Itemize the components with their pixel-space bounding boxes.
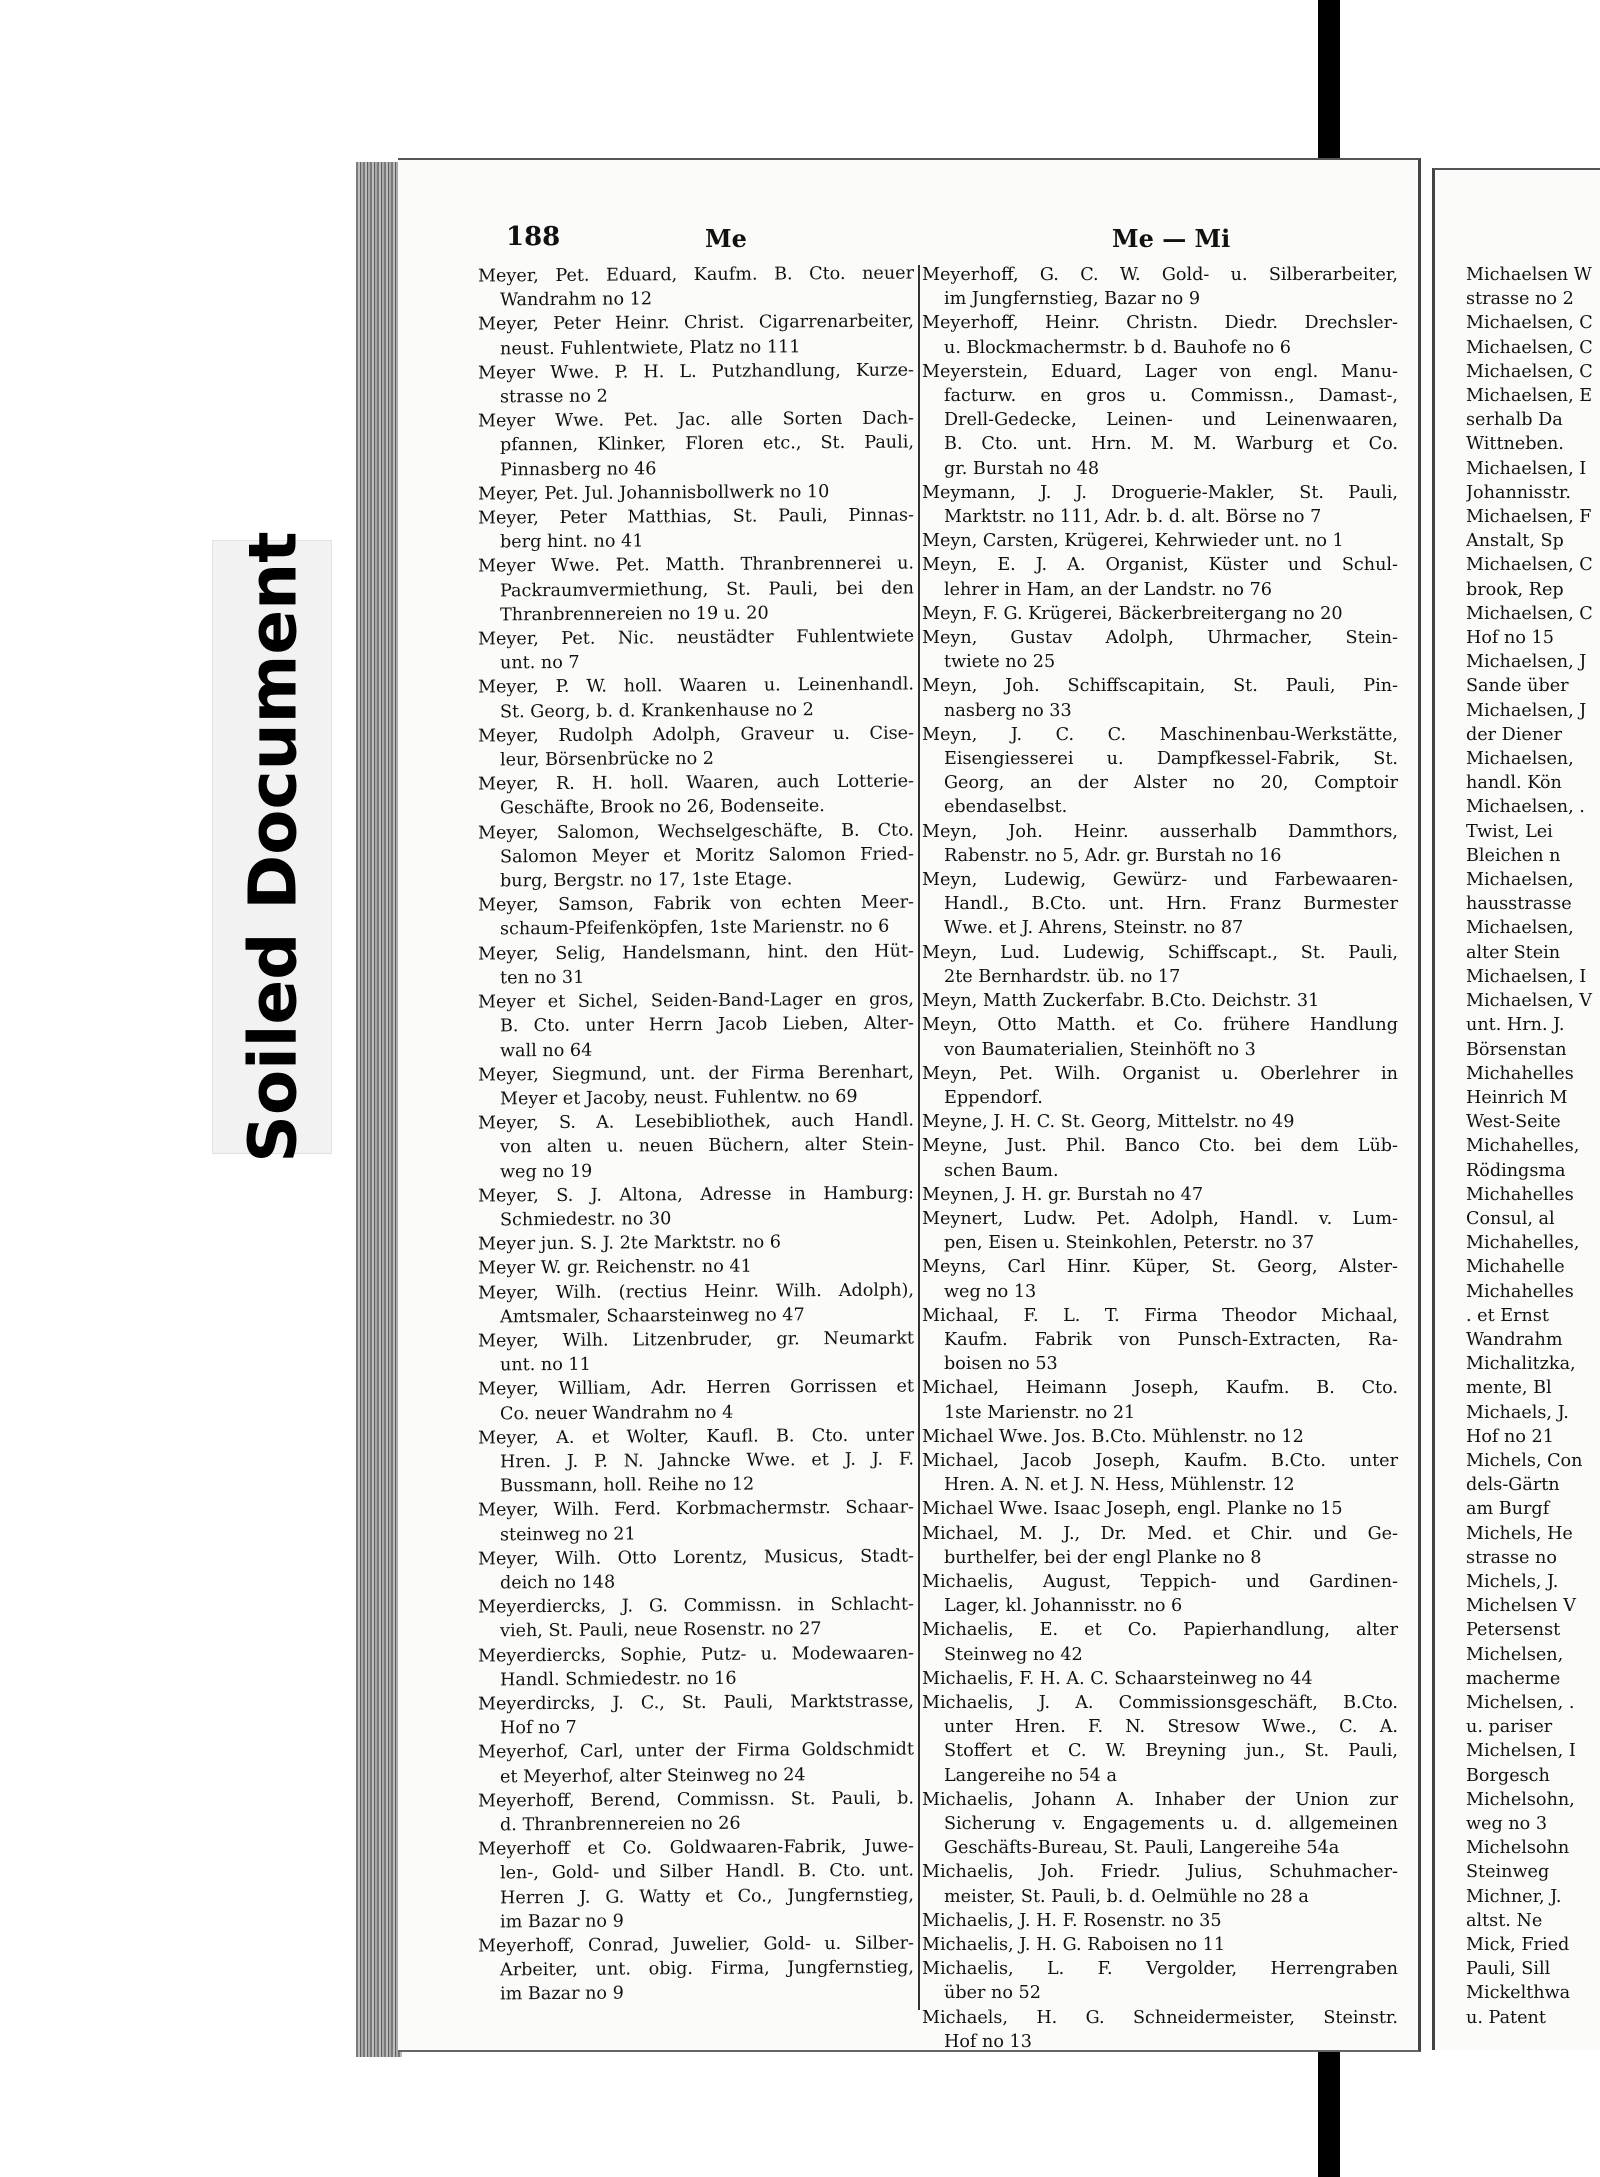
directory-entry-continuation: B. Cto. unt. Hrn. M. M. Warburg et Co.: [944, 434, 1398, 455]
directory-entry-line: Meyn, F. G. Krügerei, Bäckerbreitergang no 20: [922, 603, 1343, 624]
neighbor-entry-line: Michahelles: [1466, 1281, 1574, 1302]
directory-entry-continuation: 2te Bernhardstr. üb. no 17: [944, 966, 1181, 987]
directory-entry-line: Meyer, R. H. holl. Waaren, auch Lotterie-: [478, 771, 914, 795]
directory-entry-continuation: Wandrahm no 12: [500, 289, 653, 311]
neighbor-entry-line: hausstrasse: [1466, 894, 1572, 915]
directory-entry-continuation: Co. neuer Wandrahm no 4: [500, 1402, 734, 1424]
neighbor-entry-line: Michahelles: [1466, 1184, 1574, 1205]
neighbor-entry-line: Michelsohn,: [1466, 1789, 1575, 1810]
directory-entry-line: Michaelis, J. A. Commissionsgeschäft, B.Cto.: [922, 1692, 1398, 1713]
neighbor-entry-line: Rödingsma: [1466, 1160, 1566, 1181]
book-page-edges: [356, 162, 402, 2057]
directory-entry-continuation: steinweg no 21: [500, 1523, 636, 1545]
directory-entry-line: Meymann, J. J. Droguerie-Makler, St. Pauli,: [922, 482, 1398, 503]
directory-entry-line: Michaelis, J. H. G. Raboisen no 11: [922, 1935, 1226, 1956]
directory-entry-continuation: wall no 64: [500, 1040, 593, 1061]
directory-entry-continuation: deich no 148: [500, 1572, 616, 1594]
directory-entry-line: Meyer Wwe. P. H. L. Putzhandlung, Kurze-: [478, 360, 914, 384]
neighbor-entry-line: Michner, J.: [1466, 1886, 1562, 1907]
neighbor-entry-line: Michaelsen, V: [1466, 991, 1593, 1012]
directory-entry-continuation: boisen no 53: [944, 1354, 1058, 1375]
neighbor-entry-line: Michaelsen, I: [1466, 458, 1587, 479]
directory-entry-line: Meyerhof, Carl, unter der Firma Goldschmidt: [478, 1739, 914, 1763]
directory-entry-continuation: Hren. A. N. et J. N. Hess, Mühlenstr. 12: [944, 1475, 1295, 1496]
neighbor-entry-line: Michaelsen, J: [1466, 652, 1587, 673]
directory-entry-continuation: et Meyerhof, alter Steinweg no 24: [500, 1764, 806, 1787]
neighbor-entry-line: u. Patent: [1466, 2007, 1546, 2028]
neighbor-entry-line: Sande über: [1466, 676, 1569, 697]
neighbor-entry-line: Twist, Lei: [1466, 821, 1553, 842]
directory-entry-continuation: Schmiedestr. no 30: [500, 1209, 672, 1231]
directory-entry-line: Michael, M. J., Dr. Med. et Chir. und Ge-: [922, 1523, 1398, 1544]
neighbor-entry-line: Mickelthwa: [1466, 1983, 1571, 2004]
directory-entry-line: Meyer, S. A. Lesebibliothek, auch Handl.: [478, 1110, 914, 1134]
directory-entry-line: Michaal, F. L. T. Firma Theodor Michaal,: [922, 1305, 1398, 1326]
neighbor-entry-line: weg no 3: [1466, 1814, 1548, 1834]
directory-entry-line: Meyne, J. H. C. St. Georg, Mittelstr. no 49: [922, 1112, 1295, 1133]
directory-entry-line: Michael, Heimann Joseph, Kaufm. B. Cto.: [922, 1378, 1398, 1399]
neighbor-entry-line: Börsenstan: [1466, 1039, 1567, 1060]
neighbor-entry-line: Michaelsen, .: [1466, 797, 1585, 818]
neighbor-entry-line: Michaelsen, C: [1466, 555, 1593, 576]
directory-entry-continuation: burg, Bergstr. no 17, 1ste Etage.: [500, 869, 793, 892]
directory-entry-continuation: neust. Fuhlentwiete, Platz no 111: [500, 336, 801, 359]
directory-entry-line: Meyns, Carl Hinr. Küper, St. Georg, Alster-: [922, 1257, 1398, 1278]
directory-entry-continuation: burthelfer, bei der engl Planke no 8: [944, 1547, 1262, 1568]
directory-entry-continuation: Herren J. G. Watty et Co., Jungfernstieg,: [500, 1885, 914, 1908]
directory-entry-continuation: Geschäfts-Bureau, St. Pauli, Langereihe 54a: [944, 1838, 1340, 1859]
directory-entry-line: Meyer, Wilh. Otto Lorentz, Musicus, Stadt-: [478, 1546, 914, 1570]
directory-entry-continuation: Langereihe no 54 a: [944, 1765, 1117, 1786]
neighbor-entry-line: Hof no 21: [1466, 1426, 1554, 1447]
directory-entry-continuation: Sicherung v. Engagements u. d. allgemeinen: [944, 1814, 1398, 1834]
directory-entry-line: Michaels, H. G. Schneidermeister, Steinstr.: [922, 2007, 1398, 2028]
directory-entry-continuation: schaum-Pfeifenköpfen, 1ste Marienstr. no 6: [500, 917, 890, 940]
directory-entry-line: Meyer W. gr. Reichenstr. no 41: [478, 1256, 752, 1279]
directory-entry-line: Meyerhoff, Heinr. Christn. Diedr. Drechsler-: [922, 313, 1398, 334]
directory-entry-line: Meyer, Wilh. Ferd. Korbmachermstr. Schaar-: [478, 1497, 914, 1521]
directory-entry-continuation: schen Baum.: [944, 1160, 1059, 1181]
directory-entry-line: Meyer, William, Adr. Herren Gorrissen et: [478, 1376, 914, 1400]
neighbor-entry-line: Pauli, Sill: [1466, 1959, 1551, 1980]
directory-entry-continuation: Marktstr. no 111, Adr. b. d. alt. Börse no 7: [944, 507, 1322, 528]
directory-entry-line: Michaelis, August, Teppich- und Gardinen-: [922, 1571, 1398, 1592]
directory-entry-line: Meyn, Otto Matth. et Co. frühere Handlung: [922, 1015, 1398, 1036]
neighbor-entry-line: Michelsen, I: [1466, 1741, 1576, 1762]
directory-entry-continuation: Handl. Schmiedestr. no 16: [500, 1668, 737, 1691]
neighbor-entry-line: Michaelsen, E: [1466, 386, 1593, 407]
neighbor-entry-line: am Burgf: [1466, 1499, 1550, 1520]
directory-entry-continuation: Packraumvermiethung, St. Pauli, bei den: [500, 578, 914, 602]
neighbor-entry-line: Michaelsen, C: [1466, 337, 1593, 358]
directory-entry-continuation: vieh, St. Pauli, neue Rosenstr. no 27: [500, 1619, 822, 1642]
directory-entry-continuation: Eisengiesserei u. Dampfkessel-Fabrik, St.: [944, 749, 1398, 770]
soiled-document-label: [212, 531, 332, 1163]
column-divider: [918, 265, 920, 2010]
directory-entry-line: Meyer, Peter Matthias, St. Pauli, Pinnas-: [478, 505, 914, 529]
directory-entry-continuation: pfannen, Klinker, Floren etc., St. Pauli,: [500, 432, 914, 456]
directory-entry-continuation: d. Thranbrennereien no 26: [500, 1813, 741, 1836]
directory-entry-line: Michaelis, L. F. Vergolder, Herrengraben: [922, 1959, 1398, 1980]
directory-entry-line: Meynen, J. H. gr. Burstah no 47: [922, 1184, 1204, 1205]
left-entry-column: [478, 261, 914, 2007]
directory-entry-continuation: twiete no 25: [944, 652, 1056, 673]
neighbor-entry-line: Michelsen, .: [1466, 1692, 1575, 1713]
neighbor-entry-line: dels-Gärtn: [1466, 1475, 1560, 1496]
neighbor-entry-line: . et Ernst: [1466, 1305, 1549, 1326]
directory-entry-continuation: Hof no 7: [500, 1718, 577, 1739]
directory-entry-line: Michaelis, J. H. F. Rosenstr. no 35: [922, 1910, 1222, 1931]
directory-entry-line: Meyer, Wilh. (rectius Heinr. Wilh. Adolph),: [478, 1280, 914, 1304]
directory-entry-continuation: von Baumaterialien, Steinhöft no 3: [944, 1039, 1256, 1060]
directory-entry-continuation: 1ste Marienstr. no 21: [944, 1402, 1136, 1423]
neighbor-entry-line: Michaelsen, J: [1466, 700, 1587, 721]
directory-entry-line: Michaelis, F. H. A. C. Schaarsteinweg no 44: [922, 1668, 1313, 1689]
directory-entry-continuation: berg hint. no 41: [500, 531, 644, 553]
directory-entry-continuation: weg no 19: [500, 1161, 593, 1182]
neighbor-entry-line: Michaels, J.: [1466, 1402, 1569, 1423]
directory-entry-line: Meyer Wwe. Pet. Matth. Thranbrennerei u.: [478, 553, 914, 577]
directory-entry-line: Meyer, Siegmund, unt. der Firma Berenhart,: [478, 1062, 914, 1086]
directory-entry-continuation: Pinnasberg no 46: [500, 458, 657, 480]
neighbor-entry-line: Michaelsen,: [1466, 749, 1574, 770]
directory-entry-line: Meyn, Pet. Wilh. Organist u. Oberlehrer in: [922, 1063, 1398, 1084]
directory-entry-continuation: facturw. en gros u. Commissn., Damast-,: [944, 386, 1398, 407]
directory-entry-continuation: im Jungfernstieg, Bazar no 9: [944, 289, 1201, 310]
neighbor-entry-line: serhalb Da: [1466, 410, 1563, 431]
directory-entry-line: Meyer, Wilh. Litzenbruder, gr. Neumarkt: [478, 1328, 914, 1352]
neighbor-entry-line: Borgesch: [1466, 1765, 1550, 1786]
directory-entry-line: Meyn, Gustav Adolph, Uhrmacher, Stein-: [922, 628, 1398, 649]
right-entry-column: [922, 263, 1398, 2054]
directory-entry-line: Meyer Wwe. Pet. Jac. alle Sorten Dach-: [478, 408, 914, 432]
directory-entry-line: Meyn, Joh. Heinr. ausserhalb Dammthors,: [922, 821, 1398, 842]
neighbor-entry-line: Michahelles,: [1466, 1136, 1580, 1157]
neighbor-entry-line: Consul, al: [1466, 1208, 1555, 1229]
directory-entry-line: Meyer, Pet. Nic. neustädter Fuhlentwiete: [478, 626, 914, 650]
directory-entry-continuation: gr. Burstah no 48: [944, 458, 1100, 479]
directory-entry-continuation: Salomon Meyer et Moritz Salomon Fried-: [500, 844, 914, 868]
directory-entry-continuation: Drell-Gedecke, Leinen- und Leinenwaaren,: [944, 410, 1398, 431]
directory-entry-continuation: Hof no 13: [944, 2031, 1032, 2052]
directory-entry-line: Meyer, P. W. holl. Waaren u. Leinenhandl.: [478, 674, 914, 698]
directory-entry-continuation: Rabenstr. no 5, Adr. gr. Burstah no 16: [944, 845, 1282, 866]
directory-entry-line: Meyn, Ludewig, Gewürz- und Farbewaaren-: [922, 870, 1398, 891]
directory-entry-line: Meyer, Pet. Jul. Johannisbollwerk no 10: [478, 481, 830, 505]
directory-entry-continuation: Thranbrennereien no 19 u. 20: [500, 603, 769, 626]
directory-entry-continuation: Eppendorf.: [944, 1087, 1043, 1108]
directory-entry-line: Meyer, Peter Heinr. Christ. Cigarrenarbeiter,: [478, 311, 914, 335]
neighbor-entry-line: Wandrahm: [1466, 1329, 1563, 1350]
neighbor-entry-line: Steinweg: [1466, 1862, 1550, 1883]
directory-entry-continuation: von alten u. neuen Büchern, alter Stein-: [500, 1134, 914, 1158]
directory-entry-line: Meyer, S. J. Altona, Adresse in Hamburg:: [478, 1183, 914, 1207]
directory-entry-line: Meyn, Joh. Schiffscapitain, St. Pauli, Pin-: [922, 676, 1398, 697]
directory-entry-line: Michael, Jacob Joseph, Kaufm. B.Cto. unter: [922, 1450, 1398, 1471]
directory-entry-line: Meyer, Salomon, Wechselgeschäfte, B. Cto.: [478, 820, 914, 844]
neighbor-entry-line: Hof no 15: [1466, 628, 1554, 649]
neighbor-entry-line: Michels, He: [1466, 1523, 1573, 1544]
neighbor-entry-line: Michalitzka,: [1466, 1354, 1576, 1375]
neighbor-entry-line: Michaelsen, F: [1466, 507, 1592, 528]
directory-entry-continuation: unter Hren. F. N. Stresow Wwe., C. A.: [944, 1717, 1398, 1738]
neighbor-entry-line: Petersenst: [1466, 1620, 1561, 1641]
directory-entry-continuation: Stoffert et C. W. Breyning jun., St. Pauli,: [944, 1741, 1398, 1762]
neighbor-entry-line: Michels, J.: [1466, 1571, 1559, 1592]
neighbor-entry-line: macherme: [1466, 1668, 1561, 1689]
directory-entry-continuation: pen, Eisen u. Steinkohlen, Peterstr. no 37: [944, 1233, 1315, 1254]
directory-entry-continuation: u. Blockmachermstr. b d. Bauhofe no 6: [944, 337, 1292, 358]
directory-entry-continuation: ten no 31: [500, 967, 585, 989]
directory-entry-continuation: Kaufm. Fabrik von Punsch-Extracten, Ra-: [944, 1329, 1398, 1350]
neighbor-entry-line: Johannisstr.: [1466, 482, 1571, 503]
label-text: Soiled Document: [234, 531, 312, 1163]
neighbor-entry-line: brook, Rep: [1466, 579, 1564, 600]
directory-entry-line: Michaelis, Johann A. Inhaber der Union zur: [922, 1789, 1398, 1810]
directory-entry-line: Meyn, E. J. A. Organist, Küster und Schul-: [922, 555, 1398, 576]
directory-entry-line: Meyerdiercks, Sophie, Putz- u. Modewaaren-: [478, 1643, 914, 1667]
directory-entry-line: Meyerhoff, G. C. W. Gold- u. Silberarbeiter,: [922, 265, 1398, 285]
directory-entry-continuation: lehrer in Ham, an der Landstr. no 76: [944, 579, 1272, 600]
directory-entry-continuation: Handl., B.Cto. unt. Hrn. Franz Burmester: [944, 894, 1398, 915]
neighbor-entry-line: Michaelsen,: [1466, 870, 1574, 891]
neighbor-entry-line: Michelsen V: [1466, 1596, 1576, 1617]
directory-entry-continuation: im Bazar no 9: [500, 1911, 624, 1933]
neighbor-entry-line: Michahelles,: [1466, 1233, 1580, 1254]
directory-entry-line: Meyn, Carsten, Krügerei, Kehrwieder unt. no 1: [922, 531, 1344, 552]
neighbor-entry-line: Michels, Con: [1466, 1450, 1583, 1471]
directory-entry-line: Michael Wwe. Jos. B.Cto. Mühlenstr. no 12: [922, 1426, 1304, 1447]
neighbor-entry-line: unt. Hrn. J.: [1466, 1015, 1565, 1036]
directory-entry-line: Michael Wwe. Isaac Joseph, engl. Planke no 15: [922, 1499, 1343, 1520]
directory-entry-line: Meyn, Lud. Ludewig, Schiffscapt., St. Pauli,: [922, 942, 1398, 963]
directory-entry-continuation: weg no 13: [944, 1281, 1037, 1302]
directory-entry-continuation: len-, Gold- und Silber Handl. B. Cto. unt.: [500, 1860, 914, 1884]
directory-entry-continuation: St. Georg, b. d. Krankenhause no 2: [500, 699, 814, 723]
directory-entry-continuation: Lager, kl. Johannisstr. no 6: [944, 1596, 1183, 1617]
neighbor-entry-line: Mick, Fried: [1466, 1935, 1570, 1956]
directory-entry-continuation: Georg, an der Alster no 20, Comptoir: [944, 773, 1398, 794]
neighbor-entry-line: Bleichen n: [1466, 845, 1561, 866]
directory-entry-continuation: Bussmann, holl. Reihe no 12: [500, 1474, 755, 1497]
directory-entry-continuation: Hren. J. P. N. Jahncke Wwe. et J. J. F.: [500, 1449, 914, 1473]
directory-entry-line: Michaelis, Joh. Friedr. Julius, Schuhmacher-: [922, 1862, 1398, 1883]
directory-entry-continuation: leur, Börsenbrücke no 2: [500, 748, 714, 771]
directory-entry-line: Meyer et Sichel, Seiden-Band-Lager en gros,: [478, 989, 914, 1013]
directory-entry-continuation: über no 52: [944, 1983, 1041, 2004]
directory-entry-continuation: nasberg no 33: [944, 700, 1072, 721]
directory-entry-line: Meyerdircks, J. C., St. Pauli, Marktstrasse,: [478, 1691, 914, 1715]
neighbor-entry-line: alter Stein: [1466, 942, 1561, 963]
directory-entry-continuation: unt. no 11: [500, 1354, 591, 1376]
directory-entry-continuation: Steinweg no 42: [944, 1644, 1083, 1665]
directory-entry-line: Michaelis, E. et Co. Papierhandlung, alter: [922, 1620, 1398, 1641]
directory-entry-continuation: Geschäfte, Brook no 26, Bodenseite.: [500, 796, 825, 819]
directory-entry-continuation: Amtsmaler, Schaarsteinweg no 47: [500, 1304, 805, 1328]
directory-entry-line: Meyer, Rudolph Adolph, Graveur u. Cise-: [478, 723, 914, 747]
directory-entry-line: Meynert, Ludw. Pet. Adolph, Handl. v. Lum-: [922, 1208, 1398, 1229]
directory-entry-continuation: ebendaselbst.: [944, 797, 1068, 818]
page-number: 188: [506, 222, 561, 252]
neighbor-entry-line: Michaelsen, C: [1466, 313, 1593, 334]
directory-entry-line: Meyer jun. S. J. 2te Marktstr. no 6: [478, 1232, 781, 1255]
directory-entry-line: Meyer, Samson, Fabrik von echten Meer-: [478, 892, 914, 916]
neighbor-entry-line: West-Seite: [1466, 1112, 1561, 1133]
directory-entry-line: Meyn, J. C. C. Maschinenbau-Werkstätte,: [922, 724, 1398, 745]
neighbor-entry-line: der Diener: [1466, 724, 1562, 745]
directory-entry-continuation: Wwe. et J. Ahrens, Steinstr. no 87: [944, 918, 1244, 939]
neighbor-entry-line: Wittneben.: [1466, 434, 1564, 455]
neighbor-entry-line: Michaelsen,: [1466, 918, 1574, 939]
neighbor-entry-line: strasse no: [1466, 1547, 1557, 1568]
neighbor-entry-line: Anstalt, Sp: [1466, 531, 1564, 552]
directory-entry-line: Meyer, Selig, Handelsmann, hint. den Hüt-: [478, 941, 914, 965]
directory-entry-line: Meyerhoff et Co. Goldwaaren-Fabrik, Juwe-: [478, 1836, 914, 1860]
left-column-heading: Me: [705, 224, 747, 253]
neighbor-entry-line: altst. Ne: [1466, 1910, 1543, 1931]
neighbor-entry-line: Michelsohn: [1466, 1838, 1570, 1859]
neighbor-entry-line: Michaelsen, I: [1466, 966, 1587, 987]
neighbor-entry-line: Michaelsen, C: [1466, 603, 1593, 624]
directory-entry-line: Meyerstein, Eduard, Lager von engl. Manu-: [922, 361, 1398, 382]
neighbor-entry-line: strasse no 2: [1466, 289, 1574, 310]
directory-entry-line: Meyne, Just. Phil. Banco Cto. bei dem Lüb-: [922, 1136, 1398, 1157]
directory-entry-continuation: Meyer et Jacoby, neust. Fuhlentw. no 69: [500, 1086, 858, 1110]
neighbor-entry-line: u. pariser: [1466, 1717, 1553, 1738]
directory-entry-continuation: meister, St. Pauli, b. d. Oelmühle no 28 a: [944, 1886, 1309, 1907]
neighbor-entry-line: Michahelles: [1466, 1063, 1574, 1084]
neighbor-entry-line: Michaelsen, C: [1466, 361, 1593, 382]
directory-entry-continuation: unt. no 7: [500, 653, 580, 674]
neighbor-entry-line: mente, Bl: [1466, 1378, 1552, 1399]
directory-entry-continuation: im Bazar no 9: [500, 1983, 624, 2005]
directory-entry-continuation: strasse no 2: [500, 386, 608, 408]
directory-entry-line: Meyerhoff, Conrad, Juwelier, Gold- u. Silber-: [478, 1933, 914, 1957]
neighbor-entry-line: Heinrich M: [1466, 1087, 1568, 1108]
directory-entry-line: Meyer, A. et Wolter, Kaufl. B. Cto. unter: [478, 1425, 914, 1449]
directory-entry-line: Meyer, Pet. Eduard, Kaufm. B. Cto. neuer: [478, 263, 914, 287]
directory-entry-line: Meyerhoff, Berend, Commissn. St. Pauli, b.: [478, 1788, 914, 1812]
directory-entry-continuation: Arbeiter, unt. obig. Firma, Jungfernstieg,: [500, 1957, 914, 1981]
right-column-heading: Me — Mi: [1112, 224, 1231, 253]
directory-entry-line: Meyerdiercks, J. G. Commissn. in Schlacht-: [478, 1594, 914, 1618]
directory-entry-continuation: B. Cto. unter Herrn Jacob Lieben, Alter-: [500, 1013, 914, 1037]
neighbor-entry-column: [1466, 263, 1600, 2030]
directory-entry-line: Meyn, Matth Zuckerfabr. B.Cto. Deichstr. 31: [922, 991, 1320, 1012]
neighbor-entry-line: handl. Kön: [1466, 773, 1562, 794]
neighbor-entry-line: Michaelsen W: [1466, 265, 1592, 285]
neighbor-entry-line: Michahelle: [1466, 1257, 1565, 1278]
neighbor-entry-line: Michelsen,: [1466, 1644, 1564, 1665]
